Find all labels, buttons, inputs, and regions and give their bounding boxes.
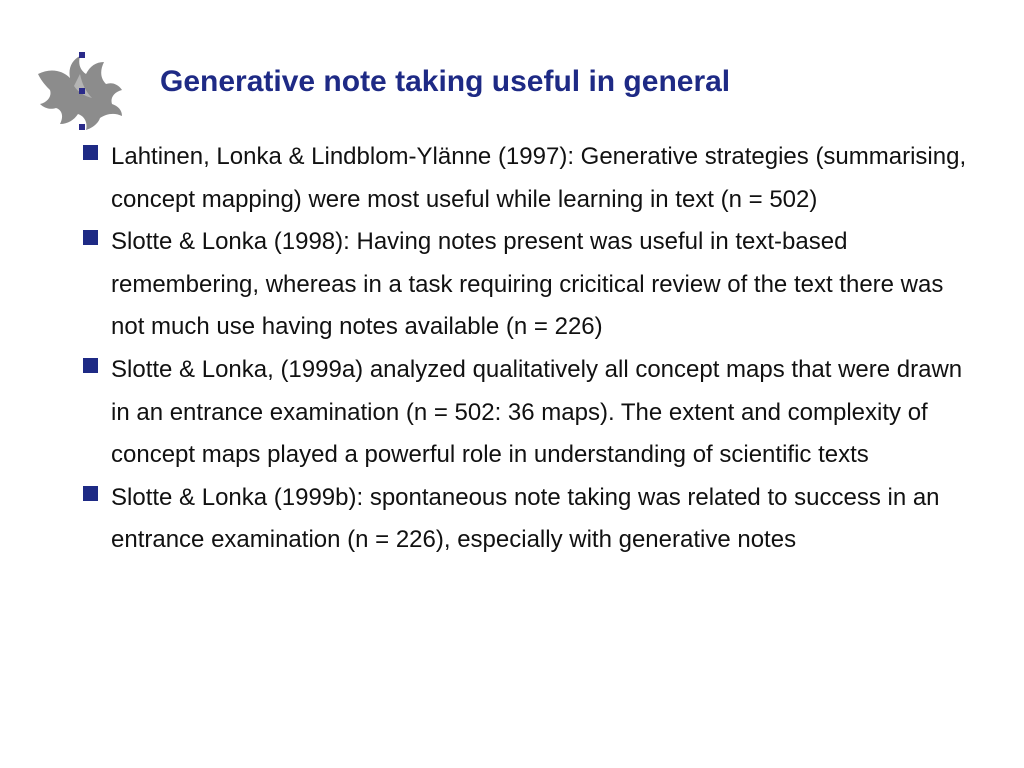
logo-dot-top: [79, 52, 85, 58]
bullet-item: [82, 221, 982, 349]
bullet-text: Lahtinen, Lonka & Lindblom-Ylänne (1997): Generative strategies (summarising, concept mapping) were most useful while learning in text (n = 502): [111, 143, 967, 213]
bullet-text: Slotte & Lonka (1998): Having notes present was useful in text-based remembering, whereas in a task requiring cricitical review of the text there was not much use having notes available (n = 226): [111, 228, 944, 341]
square-bullet-icon: [83, 145, 98, 160]
flame-logo-icon: [34, 44, 126, 136]
bullet-text: Slotte & Lonka (1999b): spontaneous note taking was related to success in an entrance examination (n = 226), especially with generative notes: [111, 483, 940, 554]
bullet-text: Slotte & Lonka, (1999a) analyzed qualitatively all concept maps that were drawn in an entrance examination (n = 502: 36 maps). The extent and complexity of concept maps played a powerful role in understanding of scientific texts: [111, 355, 963, 469]
logo-dot-middle: [79, 88, 85, 94]
square-bullet-icon: [83, 486, 98, 501]
bullet-item: [82, 349, 982, 477]
bullet-item: [82, 136, 982, 221]
bullet-list: [82, 136, 982, 562]
bullet-item: [82, 477, 982, 562]
square-bullet-icon: [83, 230, 98, 245]
logo-dot-bottom: [79, 124, 85, 130]
slide-title: Generative note taking useful in general: [160, 65, 731, 98]
square-bullet-icon: [83, 358, 98, 373]
